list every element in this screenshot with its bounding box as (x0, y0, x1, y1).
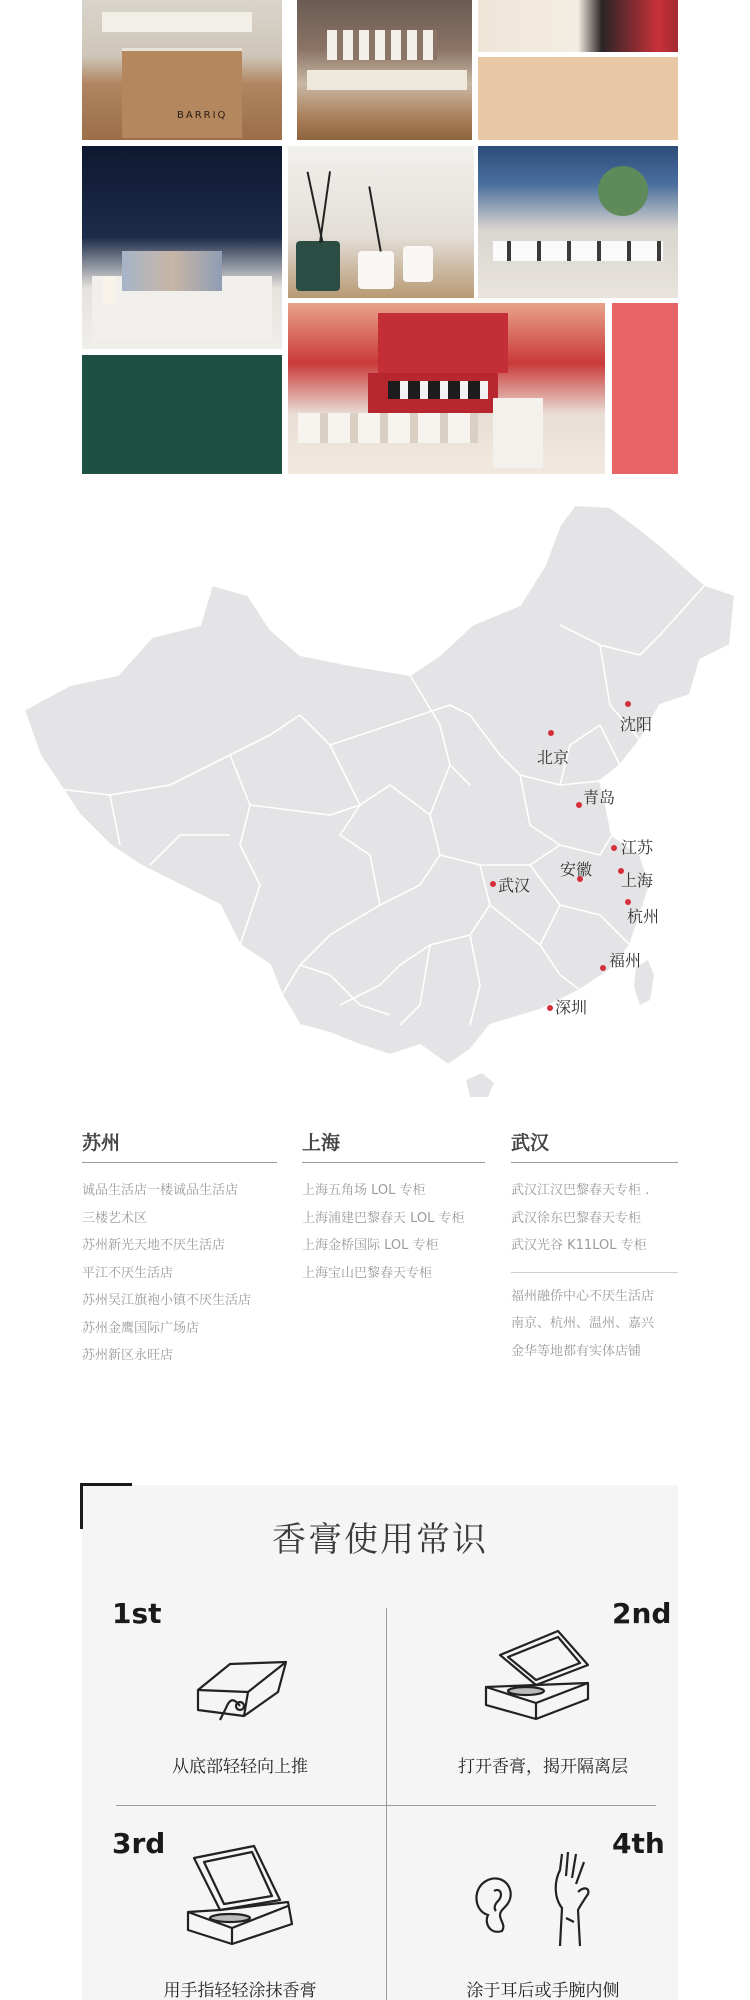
store-photo-diffusers (288, 146, 474, 298)
step-2-number: 2nd (612, 1597, 672, 1630)
usage-title: 香膏使用常识 (272, 1520, 488, 1560)
ear-icon (470, 1875, 514, 1937)
city-heading-shanghai: 上海 (302, 1132, 341, 1154)
store-item: 三楼艺术区 (82, 1210, 148, 1226)
store-item: 诚品生活店一楼诚品生活店 (82, 1183, 239, 1198)
brand-sign: BARRIQ (177, 110, 228, 121)
heading-divider (302, 1162, 485, 1163)
push-case-icon (190, 1650, 300, 1730)
store-item: 上海金桥国际 LOL 专柜 (302, 1238, 439, 1253)
map-label-shenyang: 沈阳 (620, 715, 653, 734)
store-column-shanghai (302, 1128, 485, 1287)
store-item: 苏州吴江旗袍小镇不厌生活店 (82, 1293, 252, 1308)
grid-divider-vertical (386, 1608, 387, 2000)
heading-divider (511, 1162, 678, 1163)
store-photo-display (82, 146, 282, 349)
store-item: 武汉江汉巴黎春天专柜 . (511, 1183, 650, 1198)
step-4-number: 4th (612, 1827, 665, 1860)
apply-balm-icon (180, 1840, 300, 1955)
step-1-text: 从底部轻轻向上推 (172, 1757, 308, 1777)
store-item: 武汉光谷 K11LOL 专柜 (511, 1238, 647, 1253)
map-dot-wuhan (490, 881, 496, 887)
map-dot-jiangsu (611, 845, 617, 851)
step-2-text: 打开香膏，揭开隔离层 (458, 1757, 628, 1777)
map-label-shanghai: 上海 (621, 871, 654, 890)
map-label-jiangsu: 江苏 (621, 838, 654, 857)
color-block-green (82, 355, 282, 474)
store-column-wuhan (511, 1128, 678, 1365)
map-label-hangzhou: 杭州 (627, 907, 660, 926)
map-dot-shenzhen (547, 1005, 553, 1011)
store-photo-giftbox (288, 303, 605, 474)
store-item: 平江不厌生活店 (82, 1265, 174, 1281)
step-4-text: 涂于耳后或手腕内侧 (466, 1981, 620, 2000)
map-label-beijing: 北京 (537, 748, 570, 767)
list-divider (511, 1272, 678, 1273)
map-label-wuhan: 武汉 (498, 876, 531, 895)
store-item: 上海宝山巴黎春天专柜 (302, 1265, 433, 1281)
china-store-map (0, 505, 750, 1105)
china-map-shape (0, 505, 750, 1105)
map-label-qingdao: 青岛 (583, 788, 616, 807)
store-item: 武汉徐东巴黎春天专柜 (511, 1210, 642, 1226)
map-dot-fuzhou (600, 965, 606, 971)
store-item: 苏州金鹰国际广场店 (82, 1320, 200, 1336)
store-column-suzhou (82, 1128, 277, 1370)
store-item: 苏州新光天地不厌生活店 (82, 1238, 226, 1253)
heading-divider (82, 1162, 277, 1163)
store-item: 金华等地都有实体店铺 (511, 1343, 642, 1359)
open-case-icon (478, 1625, 598, 1730)
map-dot-beijing (548, 730, 554, 736)
map-dot-qingdao (576, 802, 582, 808)
city-heading-suzhou: 苏州 (82, 1132, 121, 1154)
store-photo-counter (82, 0, 282, 140)
map-label-anhui: 安徽 (560, 860, 593, 879)
step-3-number: 3rd (112, 1827, 166, 1860)
color-block-beige (478, 57, 678, 140)
store-item: 南京、杭州、温州、嘉兴 (511, 1316, 655, 1331)
city-heading-wuhan: 武汉 (511, 1132, 550, 1154)
store-item: 福州融侨中心不厌生活店 (511, 1288, 655, 1304)
store-item: 上海五角场 LOL 专柜 (302, 1183, 426, 1198)
step-1-number: 1st (112, 1597, 162, 1630)
store-photo-boxes (478, 0, 678, 52)
wrist-icon (544, 1848, 594, 1948)
map-label-shenzhen: 深圳 (555, 998, 588, 1017)
store-photo-shelf (297, 0, 472, 140)
step-3-text: 用手指轻轻涂抹香膏 (163, 1981, 317, 2000)
grid-divider-horizontal (116, 1805, 656, 1806)
map-dot-shenyang (625, 701, 631, 707)
store-item: 上海浦建巴黎春天 LOL 专柜 (302, 1210, 465, 1226)
store-photo-tester-bar (478, 146, 678, 298)
color-block-coral (612, 303, 678, 474)
store-item: 苏州新区永旺店 (82, 1348, 174, 1363)
map-label-fuzhou: 福州 (609, 951, 642, 970)
